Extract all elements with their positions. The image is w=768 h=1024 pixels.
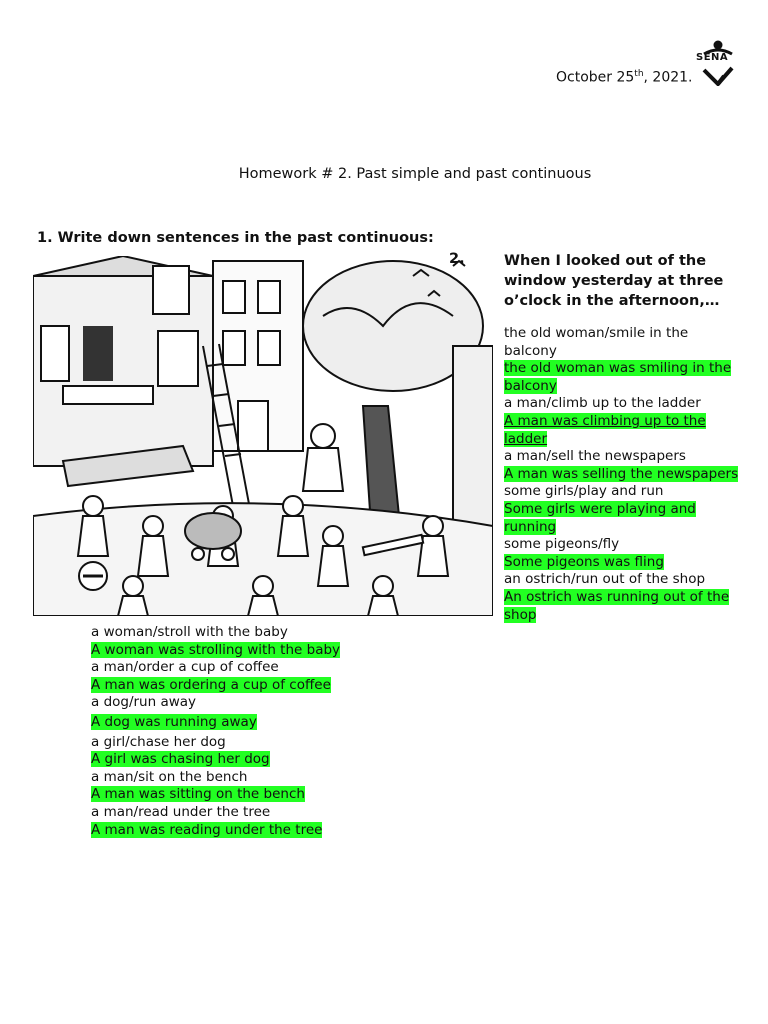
answer-line: A man was reading under the tree <box>91 821 323 838</box>
answer-line: An ostrich was running out of the shop <box>504 588 730 623</box>
prompt-line: the old woman/smile in the balcony <box>504 325 689 359</box>
prompt-line: a man/order a cup of coffee <box>91 659 279 676</box>
answer-line: A man was ordering a cup of coffee <box>91 676 331 693</box>
left-sentence-list <box>91 624 391 839</box>
exercise1-heading: 1. Write down sentences in the past continuous: <box>37 230 434 246</box>
document-date: October 25th, 2021. <box>556 69 693 86</box>
prompt-line: some pigeons/fly <box>504 536 620 553</box>
prompt-line: a woman/stroll with the baby <box>91 624 288 640</box>
prompt-line: an ostrich/run out of the shop <box>504 571 706 588</box>
right-sentence-list <box>504 325 744 624</box>
prompt-line: some girls/play and run <box>504 483 664 500</box>
page-title: Homework # 2. Past simple and past continuous <box>238 166 592 182</box>
exercise2-number: 2. <box>449 251 465 267</box>
prompt-line: a man/read under the tree <box>91 803 271 820</box>
answer-line: A man was climbing up to the ladder <box>504 412 706 447</box>
answer-line: A woman was strolling with the baby <box>91 641 341 658</box>
answer-line: A man was sitting on the bench <box>91 786 305 803</box>
sena-logo-icon <box>694 40 742 86</box>
answer-line: the old woman was smiling in the balcony <box>504 360 732 394</box>
answer-line: Some pigeons was fling <box>504 553 664 570</box>
prompt-line: a man/sell the newspapers <box>504 448 686 465</box>
prompt-line: a man/sit on the bench <box>91 768 248 785</box>
street-scene-illustration <box>33 256 493 616</box>
answer-line: A girl was chasing her dog <box>91 751 270 768</box>
prompt-line: a dog/run away <box>91 694 197 711</box>
answer-line: A man was selling the newspapers <box>504 465 739 482</box>
prompt-line: a man/climb up to the ladder <box>504 395 701 412</box>
logo-text: SENA <box>696 52 729 63</box>
prompt-line: a girl/chase her dog <box>91 733 226 750</box>
answer-line: A dog was running away <box>91 713 257 730</box>
answer-line: Some girls were playing and running <box>504 500 696 535</box>
exercise2-heading: When I looked out of the window yesterday at three o’clock in the afternoon,… <box>504 253 724 309</box>
